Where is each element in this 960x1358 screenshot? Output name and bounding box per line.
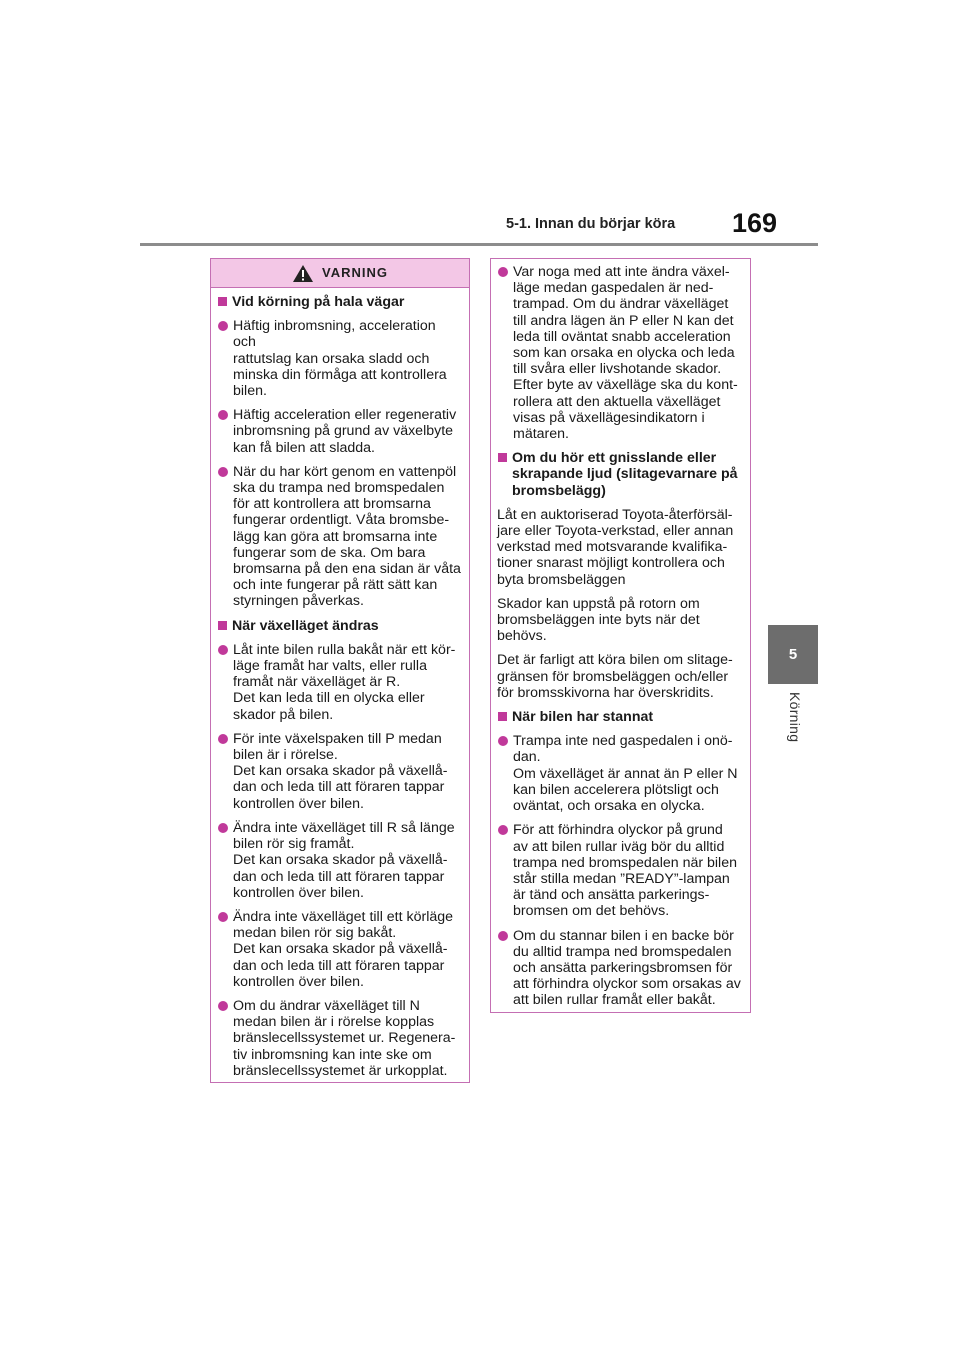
circle-bullet-icon [218, 912, 228, 922]
section-title: 5-1. Innan du börjar köra [506, 216, 676, 232]
circle-bullet-icon [218, 823, 228, 833]
chapter-name: Körning [787, 692, 803, 743]
header-rule [140, 243, 818, 246]
list-item: Trampa inte ned gaspedalen i onö- dan. Om växelläget är annat än P eller N kan bilen accelerera plötsligt och oväntat, och orsaka en olycka. [497, 733, 743, 814]
warning-box-right [490, 258, 751, 1013]
warning-label: VARNING [322, 264, 388, 280]
section-heading: När bilen har stannat [497, 709, 743, 725]
circle-bullet-icon [218, 645, 228, 655]
circle-bullet-icon [218, 321, 228, 331]
paragraph: Det är farligt att köra bilen om slitage- gränsen för bromsbeläggen och/eller för bromsskivorna har överskridits. [497, 652, 733, 701]
paragraph: Skador kan uppstå på rotorn om bromsbeläggen inte byts när det behövs. [497, 595, 700, 645]
list-item: Ändra inte växelläget till R så länge bilen rör sig framåt. Det kan orsaka skador på växellå- dan och leda till att föraren tappar kontrollen över bilen. [217, 820, 462, 901]
paragraph: Låt en auktoriserad Toyota-återförsäl- jare eller Toyota-verkstad, eller annan verkstad med motsvarande kvalifika- tioner snarast möjligt kontrollera och byta bromsbeläggen [497, 506, 734, 588]
warning-triangle-icon [292, 264, 314, 283]
list-item: Häftig inbromsning, acceleration och rattutslag kan orsaka sladd och minska din förmåga att kontrollera bilen. [217, 318, 462, 399]
chapter-tab[interactable]: 5 [768, 625, 818, 684]
list-item: För att förhindra olyckor på grund av att bilen rullar iväg bör du alltid trampa ned bromspedalen när bilen står stilla medan ”READY”-lampan är tänd och ansätta parkerings- bromsen om det behövs. [497, 822, 743, 919]
list-item: Ändra inte växelläget till ett körläge medan bilen rör sig bakåt. Det kan orsaka skador på växellå- dan och leda till att föraren tappar kontrollen över bilen. [217, 909, 462, 990]
list-item: Häftig acceleration eller regenerativ inbromsning på grund av växelbyte kan få bilen att sladda. [217, 407, 462, 456]
warning-box-left [210, 258, 470, 1083]
list-item: Låt inte bilen rulla bakåt när ett kör- läge framåt har valts, eller rulla framåt när växelläget är R. Det kan leda till en olycka eller skador på bilen. [217, 642, 462, 723]
list-item: För inte växelspaken till P medan bilen är i rörelse. Det kan orsaka skador på växellå- dan och leda till att föraren tappar kontrollen över bilen. [217, 731, 462, 812]
circle-bullet-icon [218, 410, 228, 420]
circle-bullet-icon [218, 1001, 228, 1011]
circle-bullet-icon [498, 825, 508, 835]
square-bullet-icon [218, 297, 227, 306]
square-bullet-icon [498, 712, 507, 721]
section-heading: När växelläget ändras [217, 618, 462, 634]
circle-bullet-icon [218, 467, 228, 477]
circle-bullet-icon [218, 734, 228, 744]
warning-header [211, 259, 469, 288]
square-bullet-icon [218, 621, 227, 630]
list-item: Om du ändrar växelläget till N medan bilen är i rörelse kopplas bränslecellssystemet ur. Regenera- tiv inbromsning kan inte ske om bränslecellssystemet är urkopplat. [217, 998, 462, 1079]
square-bullet-icon [498, 453, 507, 462]
section-heading: Om du hör ett gnisslande eller skrapande ljud (slitagevarnare på bromsbelägg) [497, 450, 743, 499]
page-number: 169 [732, 208, 778, 238]
section-heading: Vid körning på hala vägar [217, 294, 462, 310]
list-item: Om du stannar bilen i en backe bör du alltid trampa ned bromspedalen och ansätta parkeringsbromsen för att förhindra olyckor som orsakas av att bilen rullar framåt eller bakåt. [497, 928, 743, 1009]
list-item: När du har kört genom en vattenpöl ska du trampa ned bromspedalen för att kontrollera att bromsarna fungerar ordentligt. Våta bromsbe- lägg kan göra att bromsarna inte fungerar som de ska. Om bara bromsarna på den ena sidan är våta och inte fungerar på rätt sätt kan styrningen påverkas. [217, 464, 462, 610]
list-item: Var noga med att inte ändra växel- läge medan gaspedalen är ned- trampad. Om du ändrar växelläget till andra lägen än P eller N kan det leda till oväntat snabb acceleration som kan orsaka en olycka och leda till svåra eller livshotande skador. Efter byte av växelläge ska du kont- rollera att den aktuella växelläget visas på växellägesindikatorn i mätaren. [497, 264, 743, 442]
circle-bullet-icon [498, 736, 508, 746]
circle-bullet-icon [498, 931, 508, 941]
circle-bullet-icon [498, 267, 508, 277]
